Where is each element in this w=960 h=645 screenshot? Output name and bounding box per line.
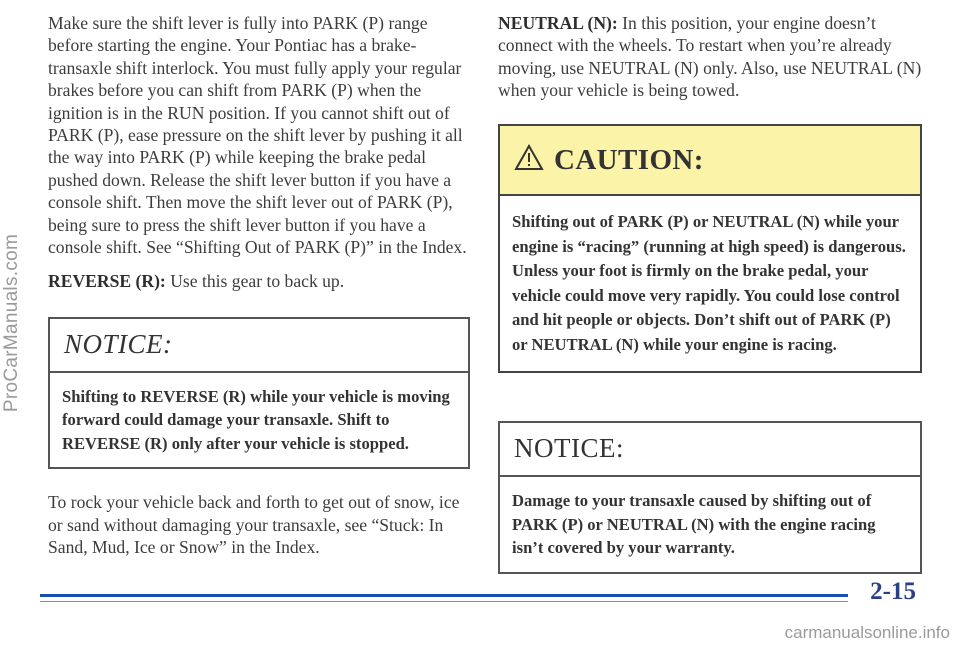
warranty-notice-title: NOTICE: xyxy=(500,423,920,477)
reverse-notice-title: NOTICE: xyxy=(50,319,468,373)
warning-triangle-icon xyxy=(514,144,544,176)
reverse-notice-body: Shifting to REVERSE (R) while your vehicle is moving forward could damage your transaxle. Shift to REVERSE (R) only after your vehicle is stopped. xyxy=(62,386,450,453)
caution-body: Shifting out of PARK (P) or NEUTRAL (N) while your engine is “racing” (running at high speed) is dangerous. Unless your foot is firmly on the brake pedal, your vehicle could move very rapidly. You could lose control and hit people or objects. Don’t shift out of PARK (P) or NEUTRAL (N) while your engine is racing. xyxy=(512,212,906,354)
caution-header xyxy=(500,126,920,196)
footer-watermark: carmanualsonline.info xyxy=(784,623,950,642)
page-number: 2-15 xyxy=(870,578,916,605)
side-watermark xyxy=(0,0,24,645)
side-watermark-text: ProCarManuals.com xyxy=(1,233,22,412)
warranty-notice-box xyxy=(498,421,922,574)
right-column xyxy=(498,12,928,574)
caution-title: CAUTION: xyxy=(554,143,704,176)
reverse-notice-box xyxy=(48,317,470,470)
footer-rule xyxy=(40,594,848,597)
warranty-notice-body: Damage to your transaxle caused by shifting out of PARK (P) or NEUTRAL (N) with the engine racing isn’t covered by your warranty. xyxy=(512,491,876,558)
left-column xyxy=(48,12,468,559)
neutral-text: In this position, your engine doesn’t connect with the wheels. To restart when you’re already moving, use NEUTRAL (N) only. Also, use NEUTRAL (N) when your vehicle is being towed. xyxy=(498,13,922,101)
neutral-paragraph xyxy=(498,12,928,102)
intro-paragraph: Make sure the shift lever is fully into PARK (P) range before starting the engine. Your Pontiac has a brake-transaxle shift interlock. You must fully apply your regular brakes before you can shift from PARK (P) when the ignition is in the RUN position. If you cannot shift out of PARK (P), ease pressure on the shift lever by pushing it all the way into PARK (P) while keeping the brake pedal pushed down. Release the shift lever button if you have a console shift. Then move the shift lever out of PARK (P), being sure to press the shift lever button if you have a console shift. See “Shifting Out of PARK (P)” in the Index. xyxy=(48,13,467,258)
reverse-paragraph xyxy=(48,270,468,292)
rock-paragraph: To rock your vehicle back and forth to get out of snow, ice or sand without damaging your transaxle, see “Stuck: In Sand, Mud, Ice or Snow” in the Index. xyxy=(48,492,460,558)
reverse-lead: REVERSE (R): xyxy=(48,271,166,292)
reverse-text: Use this gear to back up. xyxy=(165,271,345,292)
footer-rule-thin xyxy=(40,601,848,602)
caution-box xyxy=(498,124,922,373)
neutral-lead: NEUTRAL (N): xyxy=(498,13,618,33)
